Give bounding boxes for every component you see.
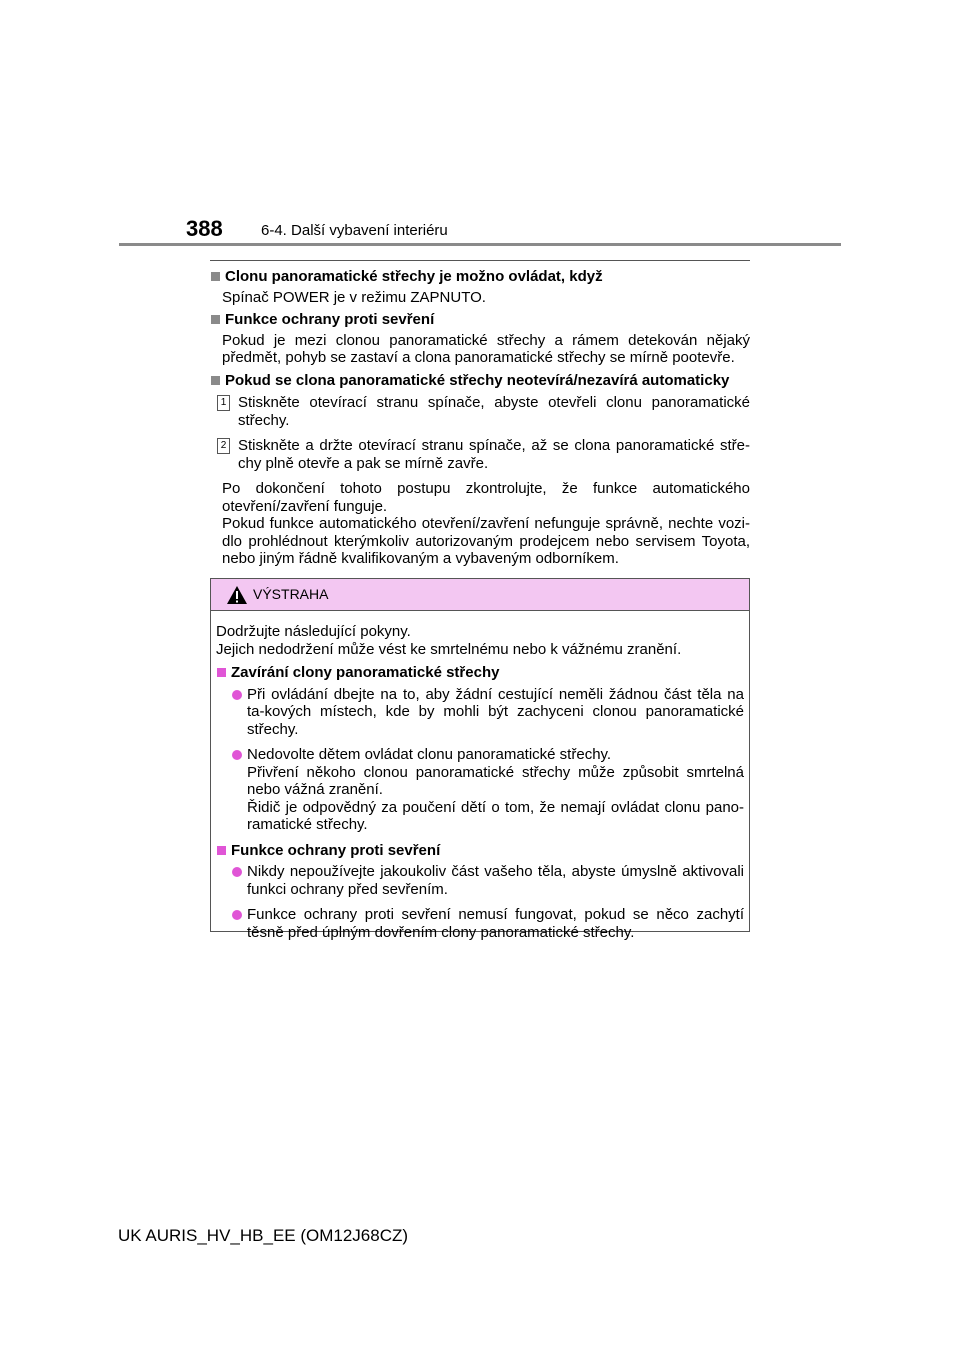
- warning-triangle-icon: [226, 585, 248, 605]
- dot-bullet-icon: [232, 750, 242, 760]
- header-divider: [119, 243, 841, 246]
- warning-intro: Dodržujte následující pokyny.: [216, 623, 411, 640]
- section-heading: [210, 372, 750, 390]
- heading-text: Zavírání clony panoramatické střechy: [231, 664, 500, 681]
- square-bullet-icon: [211, 272, 220, 281]
- section-heading: [210, 311, 750, 329]
- item-text: Nikdy nepoužívejte jakoukoliv část vašeho těla, abyste úmyslně aktivovali funkci ochrany před sevřením.: [247, 863, 744, 898]
- dot-bullet-icon: [232, 690, 242, 700]
- heading-text: Clonu panoramatické střechy je možno ovládat, když: [225, 268, 603, 285]
- warning-box: [210, 578, 750, 941]
- heading-text: Pokud se clona panoramatické střechy neotevírá/nezavírá automaticky: [225, 371, 730, 389]
- heading-text: Funkce ochrany proti sevření: [231, 841, 441, 859]
- section-text: Pokud je mezi clonou panoramatické střechy a rámem detekován nějaký předmět, pohyb se zastaví a clona panoramatické střechy se mírně pootevře.: [222, 331, 750, 366]
- step-number-badge: 1: [217, 395, 230, 411]
- item-text: Řidič je odpovědný za poučení dětí o tom, že nemají ovládat clonu pano-ramatické střechy.: [247, 798, 744, 833]
- step-item: [210, 437, 750, 472]
- item-text: Při ovládání dbejte na to, aby žádní cestující neměli žádnou část těla na ta-kových místech, kde by mohli být zachyceni clonou panoramatické střechy.: [247, 685, 744, 738]
- item-text: Nedovolte dětem ovládat clonu panoramatické střechy.: [247, 746, 612, 763]
- square-bullet-icon: [211, 315, 220, 324]
- step-number-badge: 2: [217, 438, 230, 454]
- warning-item: [216, 746, 744, 834]
- warning-item: [216, 686, 744, 739]
- square-bullet-icon: [217, 846, 226, 855]
- warning-content: [211, 611, 749, 941]
- page-number: 388: [186, 216, 223, 241]
- step-text: Stiskněte a držte otevírací stranu spínače, až se clona panoramatické stře-chy plně otevře a pak se mírně zavře.: [238, 437, 750, 472]
- section-text: Spínač POWER je v režimu ZAPNUTO.: [222, 288, 486, 306]
- dot-bullet-icon: [232, 867, 242, 877]
- step-item: [210, 394, 750, 429]
- warning-intro: Jejich nedodržení může vést ke smrtelnému nebo k vážnému zranění.: [216, 640, 682, 658]
- dot-bullet-icon: [232, 910, 242, 920]
- square-bullet-icon: [211, 376, 220, 385]
- after-steps-line: Po dokončení tohoto postupu zkontrolujte, že funkce automatického otevření/zavření funguje.: [222, 480, 750, 515]
- section-title: 6-4. Další vybavení interiéru: [261, 222, 448, 239]
- main-content: [210, 260, 750, 573]
- content-divider: [210, 260, 750, 261]
- after-steps-line: Pokud funkce automatického otevření/zavření nefunguje správně, nechte vozi-dlo prohlédnout kterýmkoliv autorizovaným prodejcem nebo servisem Toyota, nebo jiným řádně kvalifikovaným a vybaveným odborníkem.: [222, 515, 750, 567]
- warning-header: [211, 579, 749, 611]
- section-text: [210, 480, 750, 568]
- item-text: Funkce ochrany proti sevření nemusí fungovat, pokud se něco zachytí těsně před úplným dovřením clony panoramatické střechy.: [247, 906, 744, 941]
- warning-title: VÝSTRAHA: [253, 585, 329, 602]
- warning-item: [216, 863, 744, 898]
- footer-model-code: UK AURIS_HV_HB_EE (OM12J68CZ): [118, 1226, 409, 1245]
- heading-text: Funkce ochrany proti sevření: [225, 311, 435, 328]
- step-text: Stiskněte otevírací stranu spínače, abyste otevřeli clonu panoramatické střechy.: [238, 394, 750, 429]
- section-heading: [210, 268, 750, 286]
- warning-heading: [216, 842, 744, 860]
- square-bullet-icon: [217, 668, 226, 677]
- warning-item: [216, 906, 744, 941]
- warning-heading: [216, 664, 744, 682]
- item-text: Přivření někoho clonou panoramatické střechy může způsobit smrtelná nebo vážná zranění.: [247, 763, 744, 798]
